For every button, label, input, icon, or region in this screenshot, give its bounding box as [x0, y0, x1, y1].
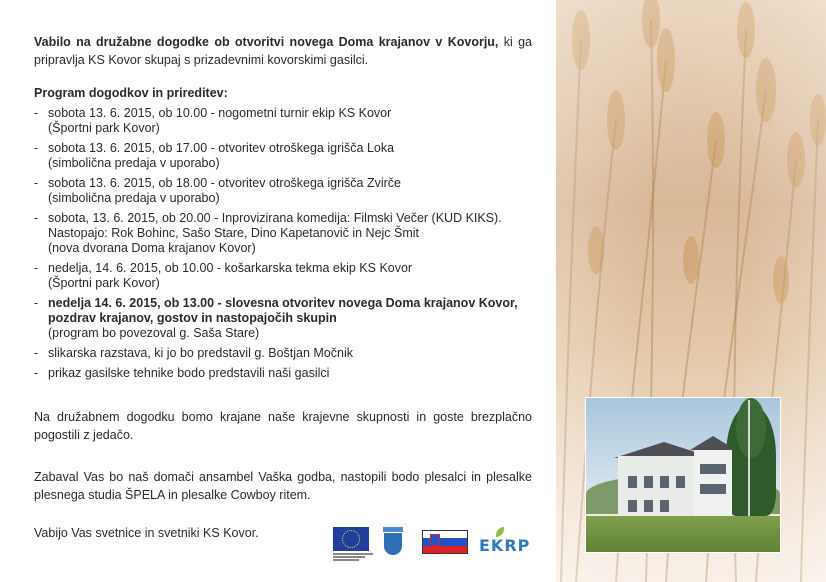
event-main: - sobota 13. 6. 2015, ob 17.00 - otvoritev otroškega igrišča Loka — [48, 141, 395, 155]
event-sub: (program bo povezoval g. Saša Stare) — [48, 326, 260, 340]
slovenia-flag-icon — [422, 530, 468, 554]
program-title: Program dogodkov in prireditev: — [34, 86, 228, 100]
food-paragraph: Na družabnem dogodku bomo krajane naše krajevne skupnosti in goste brezplačno pogostili z jedačo. — [34, 410, 532, 442]
list-item — [34, 211, 534, 256]
list-item — [34, 141, 534, 171]
event-main: - sobota 13. 6. 2015, ob 10.00 - nogometni turnir ekip KS Kovor — [48, 106, 392, 120]
intro-bold: Vabilo na družabne dogodke ob otvoritvi novega Doma krajanov v Kovorju, — [34, 35, 499, 49]
list-item-highlight — [34, 296, 534, 341]
eu-flag-icon — [333, 527, 369, 551]
event-list — [34, 106, 534, 386]
event-main: - sobota 13. 6. 2015, ob 18.00 - otvoritev otroškega igrišča Zvirče — [48, 176, 401, 190]
event-sub: Nastopajo: Rok Bohinc, Sašo Stare, Dino Kapetanovič in Nejc Šmit — [48, 226, 420, 240]
ekrp-logo: EKRP — [479, 536, 531, 555]
flagpole-graphic — [748, 400, 750, 520]
event-main: - sobota, 13. 6. 2015, ob 20.00 - Inprovizirana komedija: Filmski Večer (KUD KIKS). — [48, 211, 502, 225]
event-sub: (Športni park Kovor) — [48, 276, 160, 290]
trzic-crest-icon — [383, 527, 403, 557]
event-sub: (simbolična predaja v uporabo) — [48, 191, 220, 205]
event-main: - nedelja, 14. 6. 2015, ob 10.00 - košarkarska tekma ekip KS Kovor — [48, 261, 413, 275]
closing-line: Vabijo Vas svetnice in svetniki KS Kovor. — [34, 526, 259, 540]
list-item — [34, 366, 534, 381]
list-item — [34, 176, 534, 206]
event-sub2: (nova dvorana Doma krajanov Kovor) — [48, 241, 256, 255]
event-main: - slikarska razstava, ki jo bo predstavil g. Boštjan Močnik — [48, 346, 353, 360]
community-hall-photo — [585, 397, 781, 553]
list-item — [34, 261, 534, 291]
list-item — [34, 106, 534, 136]
event-sub: (simbolična predaja v uporabo) — [48, 156, 220, 170]
intro-rest: ki ga pripravlja KS Kovor skupaj s prizadevnimi kovorskimi gasilci. — [34, 35, 532, 67]
sponsor-logos — [333, 527, 533, 567]
music-paragraph: Zabaval Vas bo naš domači ansambel Vaška godba, nastopili bodo plesalci in plesalke plesnega studia ŠPELA in plesalke Cowboy ritem. — [34, 470, 532, 502]
eu-caption-graphic — [333, 552, 373, 564]
event-sub: (Športni park Kovor) — [48, 121, 160, 135]
list-item — [34, 346, 534, 361]
event-main: - prikaz gasilske tehnike bodo predstavili naši gasilci — [48, 366, 330, 380]
event-main: - nedelja 14. 6. 2015, ob 13.00 - slovesna otvoritev novega Doma krajanov Kovor, pozdrav krajanov, gostov in nastopajočih skupin — [48, 296, 518, 325]
intro-paragraph — [34, 33, 532, 69]
